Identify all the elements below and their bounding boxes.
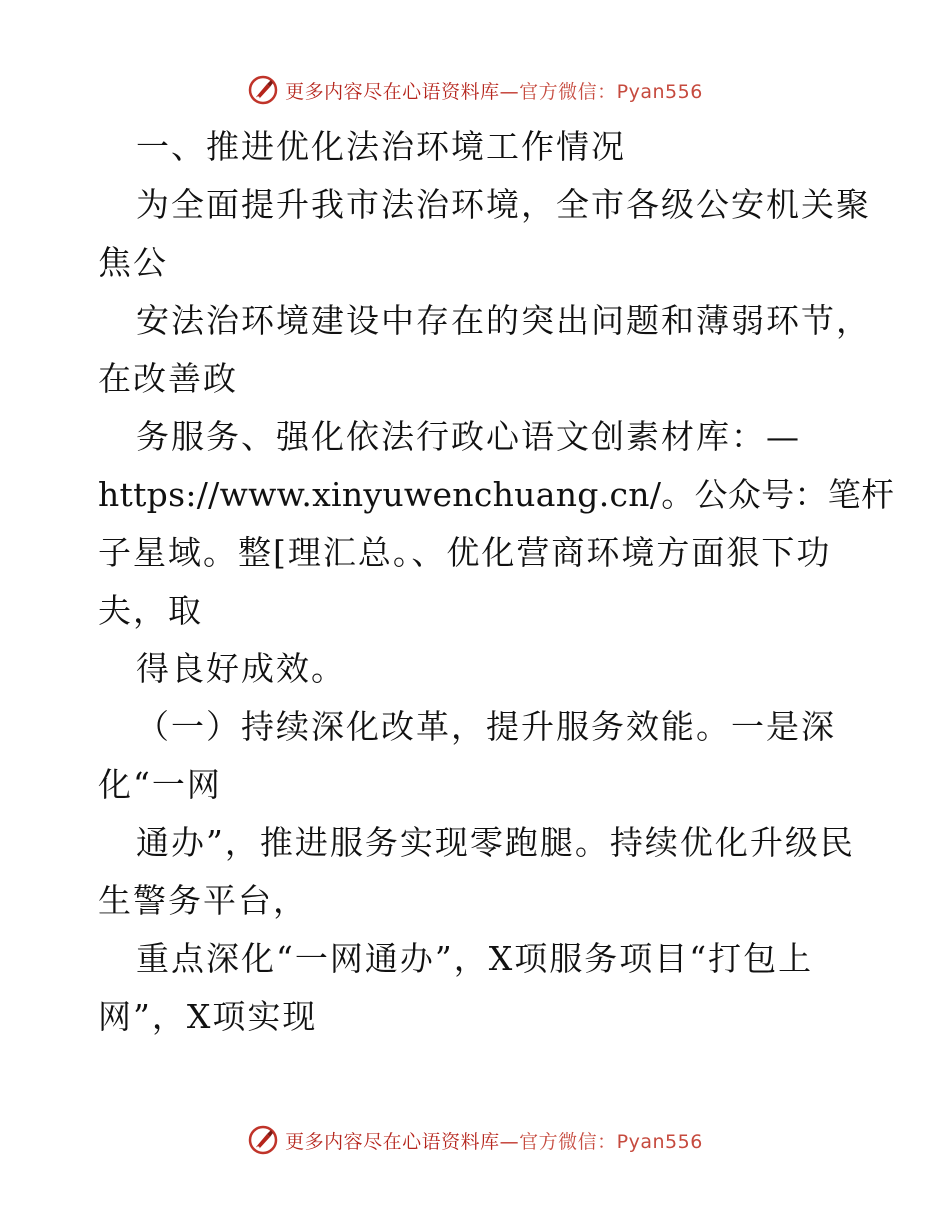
footer-watermark-banner bbox=[0, 1120, 950, 1160]
paragraph-line: 化“一网 bbox=[98, 765, 222, 804]
paragraph-line: 通办”，推进服务实现零跑腿。持续优化升级民 bbox=[136, 823, 855, 862]
paragraph-line: 网”，X项实现 bbox=[98, 997, 318, 1036]
paragraph-line: 夫，取 bbox=[98, 591, 203, 630]
paragraph-line: 得良好成效。 bbox=[136, 649, 346, 688]
paragraph-line: 务服务、强化依法行政心语文创素材库：— bbox=[136, 417, 801, 456]
watermark-separator: — bbox=[499, 1130, 520, 1153]
watermark-text bbox=[285, 77, 703, 104]
paragraph-line-url: https://www.xinyuwenchuang.cn/。公众号：笔杆 bbox=[98, 475, 895, 514]
paragraph-line: 安法治环境建设中存在的突出问题和薄弱环节， bbox=[136, 301, 871, 340]
watermark-separator: — bbox=[499, 80, 520, 103]
header-watermark-banner bbox=[0, 70, 950, 110]
document-body bbox=[98, 118, 895, 1046]
watermark-site: 更多内容尽在心语资料库 bbox=[285, 1130, 500, 1153]
paragraph-line: 重点深化“一网通办”，X项服务项目“打包上 bbox=[136, 939, 814, 978]
paragraph-line: 焦公 bbox=[98, 243, 168, 282]
watermark-text bbox=[285, 1127, 703, 1154]
subheading-line: （一）持续深化改革，提升服务效能。一是深 bbox=[136, 707, 836, 746]
paragraph-line: 为全面提升我市法治环境，全市各级公安机关聚 bbox=[136, 185, 871, 224]
paragraph-line: 在改善政 bbox=[98, 359, 238, 398]
heading-line: 一、推进优化法治环境工作情况 bbox=[136, 127, 626, 166]
paragraph-line: 子星域。整[理汇总。、优化营商环境方面狠下功 bbox=[98, 533, 832, 572]
watermark-wechat: 官方微信：Pyan556 bbox=[519, 1130, 703, 1153]
watermark-wechat: 官方微信：Pyan556 bbox=[519, 80, 703, 103]
pen-logo-icon bbox=[247, 74, 279, 106]
pen-logo-icon bbox=[247, 1124, 279, 1156]
watermark-site: 更多内容尽在心语资料库 bbox=[285, 80, 500, 103]
paragraph-line: 生警务平台， bbox=[98, 881, 308, 920]
